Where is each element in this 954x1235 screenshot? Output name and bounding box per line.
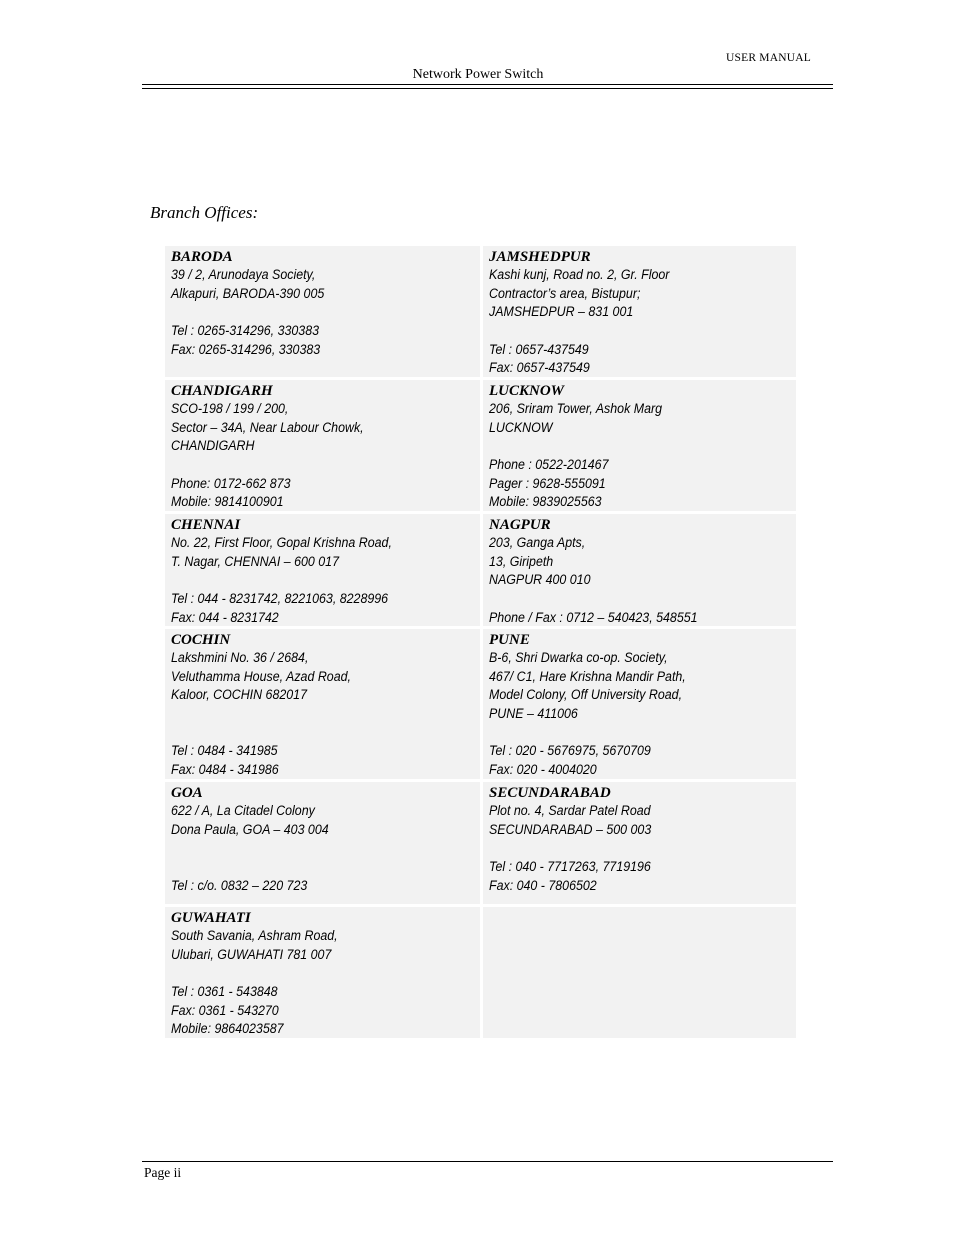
office-detail-line: Fax: 020 - 4004020 bbox=[489, 762, 597, 778]
office-detail-line bbox=[489, 839, 766, 858]
header-doc-type: USER MANUAL bbox=[726, 52, 811, 64]
office-detail-line: Tel : 0361 - 543848 bbox=[171, 984, 278, 1000]
office-detail-line: Dona Paula, GOA – 403 004 bbox=[171, 821, 329, 837]
office-detail-line: South Savania, Ashram Road, bbox=[171, 928, 338, 943]
office-detail-line: Kaloor, COCHIN 682017 bbox=[171, 687, 308, 703]
office-detail-line: 206, Sriram Tower, Ashok Marg bbox=[489, 401, 663, 416]
office-detail-line: Tel : 0265-314296, 330383 bbox=[171, 323, 320, 339]
office-city: CHANDIGARH bbox=[171, 383, 273, 399]
office-detail-line: NAGPUR 400 010 bbox=[489, 572, 591, 588]
office-detail-line: Sector – 34A, Near Labour Chowk, bbox=[171, 419, 364, 435]
office-detail-line: Phone / Fax : 0712 – 540423, 548551 bbox=[489, 609, 698, 625]
office-cell bbox=[483, 629, 796, 779]
office-detail-line: Mobile: 9864023587 bbox=[171, 1021, 284, 1037]
office-detail-line: LUCKNOW bbox=[489, 419, 553, 435]
office-detail-line: T. Nagar, CHENNAI – 600 017 bbox=[171, 553, 340, 569]
office-cell bbox=[165, 246, 480, 377]
office-detail-line: SCO-198 / 199 / 200, bbox=[171, 401, 289, 416]
office-detail-line bbox=[171, 858, 450, 877]
office-detail-line bbox=[489, 590, 766, 609]
office-detail-line: Tel : 040 - 7717263, 7719196 bbox=[489, 859, 651, 875]
office-detail-line: Plot no. 4, Sardar Patel Road bbox=[489, 803, 651, 818]
office-city: JAMSHEDPUR bbox=[489, 249, 591, 265]
office-detail-line bbox=[171, 724, 450, 743]
office-detail-line: Tel : 044 - 8231742, 8221063, 8228996 bbox=[171, 591, 389, 607]
office-detail-line: Tel : 0484 - 341985 bbox=[171, 743, 278, 759]
office-detail-line: Tel : c/o. 0832 – 220 723 bbox=[171, 877, 308, 893]
office-detail-line: 39 / 2, Arunodaya Society, bbox=[171, 267, 316, 282]
office-detail-line: Phone: 0172-662 873 bbox=[171, 475, 291, 491]
office-detail-line: Fax: 0484 - 341986 bbox=[171, 762, 279, 778]
header-rule-thick bbox=[142, 84, 833, 85]
office-detail-line: Mobile: 9839025563 bbox=[489, 494, 602, 510]
office-detail-line: No. 22, First Floor, Gopal Krishna Road, bbox=[171, 535, 392, 550]
office-detail-line: Phone : 0522-201467 bbox=[489, 457, 609, 473]
office-cell bbox=[483, 907, 796, 1038]
office-cell bbox=[165, 629, 480, 779]
office-cell bbox=[483, 246, 796, 377]
table-row bbox=[165, 514, 796, 626]
office-city: COCHIN bbox=[171, 632, 231, 648]
office-detail-line bbox=[489, 322, 766, 341]
office-cell bbox=[165, 380, 480, 511]
branch-offices-table bbox=[165, 246, 796, 1041]
office-detail-line: Tel : 020 - 5676975, 5670709 bbox=[489, 743, 651, 759]
table-row bbox=[165, 246, 796, 377]
table-row bbox=[165, 629, 796, 779]
office-detail-line: CHANDIGARH bbox=[171, 438, 255, 454]
table-row bbox=[165, 907, 796, 1038]
office-detail-line: Lakshmini No. 36 / 2684, bbox=[171, 650, 309, 665]
office-city: CHENNAI bbox=[171, 517, 241, 533]
office-detail-line: Fax: 044 - 8231742 bbox=[171, 609, 279, 625]
office-cell bbox=[483, 380, 796, 511]
office-detail-line: 13, Giripeth bbox=[489, 553, 554, 569]
office-city: NAGPUR bbox=[489, 517, 551, 533]
office-detail-line: Fax: 040 - 7806502 bbox=[489, 877, 597, 893]
header-title: Network Power Switch bbox=[412, 67, 544, 82]
office-city: GUWAHATI bbox=[171, 910, 251, 926]
office-city: BARODA bbox=[171, 249, 233, 265]
office-cell bbox=[483, 514, 796, 626]
office-detail-line: Fax: 0265-314296, 330383 bbox=[171, 341, 321, 357]
office-detail-line: Tel : 0657-437549 bbox=[489, 341, 589, 357]
office-detail-line: Model Colony, Off University Road, bbox=[489, 687, 683, 703]
header-rule-thin bbox=[142, 88, 833, 89]
office-detail-line: 467/ C1, Hare Krishna Mandir Path, bbox=[489, 668, 686, 684]
office-detail-line: 622 / A, La Citadel Colony bbox=[171, 803, 315, 818]
office-cell bbox=[483, 782, 796, 904]
office-city bbox=[489, 909, 790, 927]
office-detail-line: Ulubari, GUWAHATI 781 007 bbox=[171, 946, 332, 962]
office-detail-line: Pager : 9628-555091 bbox=[489, 475, 606, 491]
office-city: PUNE bbox=[489, 632, 530, 648]
office-cell bbox=[165, 514, 480, 626]
office-detail-line bbox=[171, 705, 450, 724]
office-detail-line bbox=[171, 456, 450, 475]
office-detail-line bbox=[489, 724, 766, 743]
office-detail-line bbox=[171, 571, 450, 590]
office-detail-line: PUNE – 411006 bbox=[489, 706, 578, 722]
office-detail-line bbox=[171, 839, 450, 858]
office-detail-line: Fax: 0361 - 543270 bbox=[171, 1002, 279, 1018]
office-detail-line: Kashi kunj, Road no. 2, Gr. Floor bbox=[489, 267, 670, 282]
office-detail-line bbox=[171, 964, 450, 983]
section-title: Branch Offices: bbox=[150, 203, 259, 222]
office-detail-line: B-6, Shri Dwarka co-op. Society, bbox=[489, 650, 668, 665]
office-detail-line bbox=[171, 303, 450, 322]
office-detail-line: JAMSHEDPUR – 831 001 bbox=[489, 304, 634, 320]
office-detail-line: Fax: 0657-437549 bbox=[489, 360, 590, 376]
page-number: Page ii bbox=[144, 1165, 182, 1180]
office-detail-line: 203, Ganga Apts, bbox=[489, 535, 586, 550]
office-detail-line: Veluthamma House, Azad Road, bbox=[171, 668, 351, 684]
office-detail-line: SECUNDARABAD – 500 003 bbox=[489, 821, 652, 837]
office-city: LUCKNOW bbox=[489, 383, 565, 399]
office-detail-line: Contractor’s area, Bistupur; bbox=[489, 285, 641, 301]
table-row bbox=[165, 782, 796, 904]
office-cell bbox=[165, 782, 480, 904]
office-city: GOA bbox=[171, 785, 203, 801]
office-detail-line bbox=[489, 437, 766, 456]
office-detail-line: Mobile: 9814100901 bbox=[171, 494, 284, 510]
office-city: SECUNDARABAD bbox=[489, 785, 611, 801]
table-row bbox=[165, 380, 796, 511]
office-cell bbox=[165, 907, 480, 1038]
office-detail-line: Alkapuri, BARODA-390 005 bbox=[171, 285, 325, 301]
footer-rule bbox=[142, 1161, 833, 1162]
